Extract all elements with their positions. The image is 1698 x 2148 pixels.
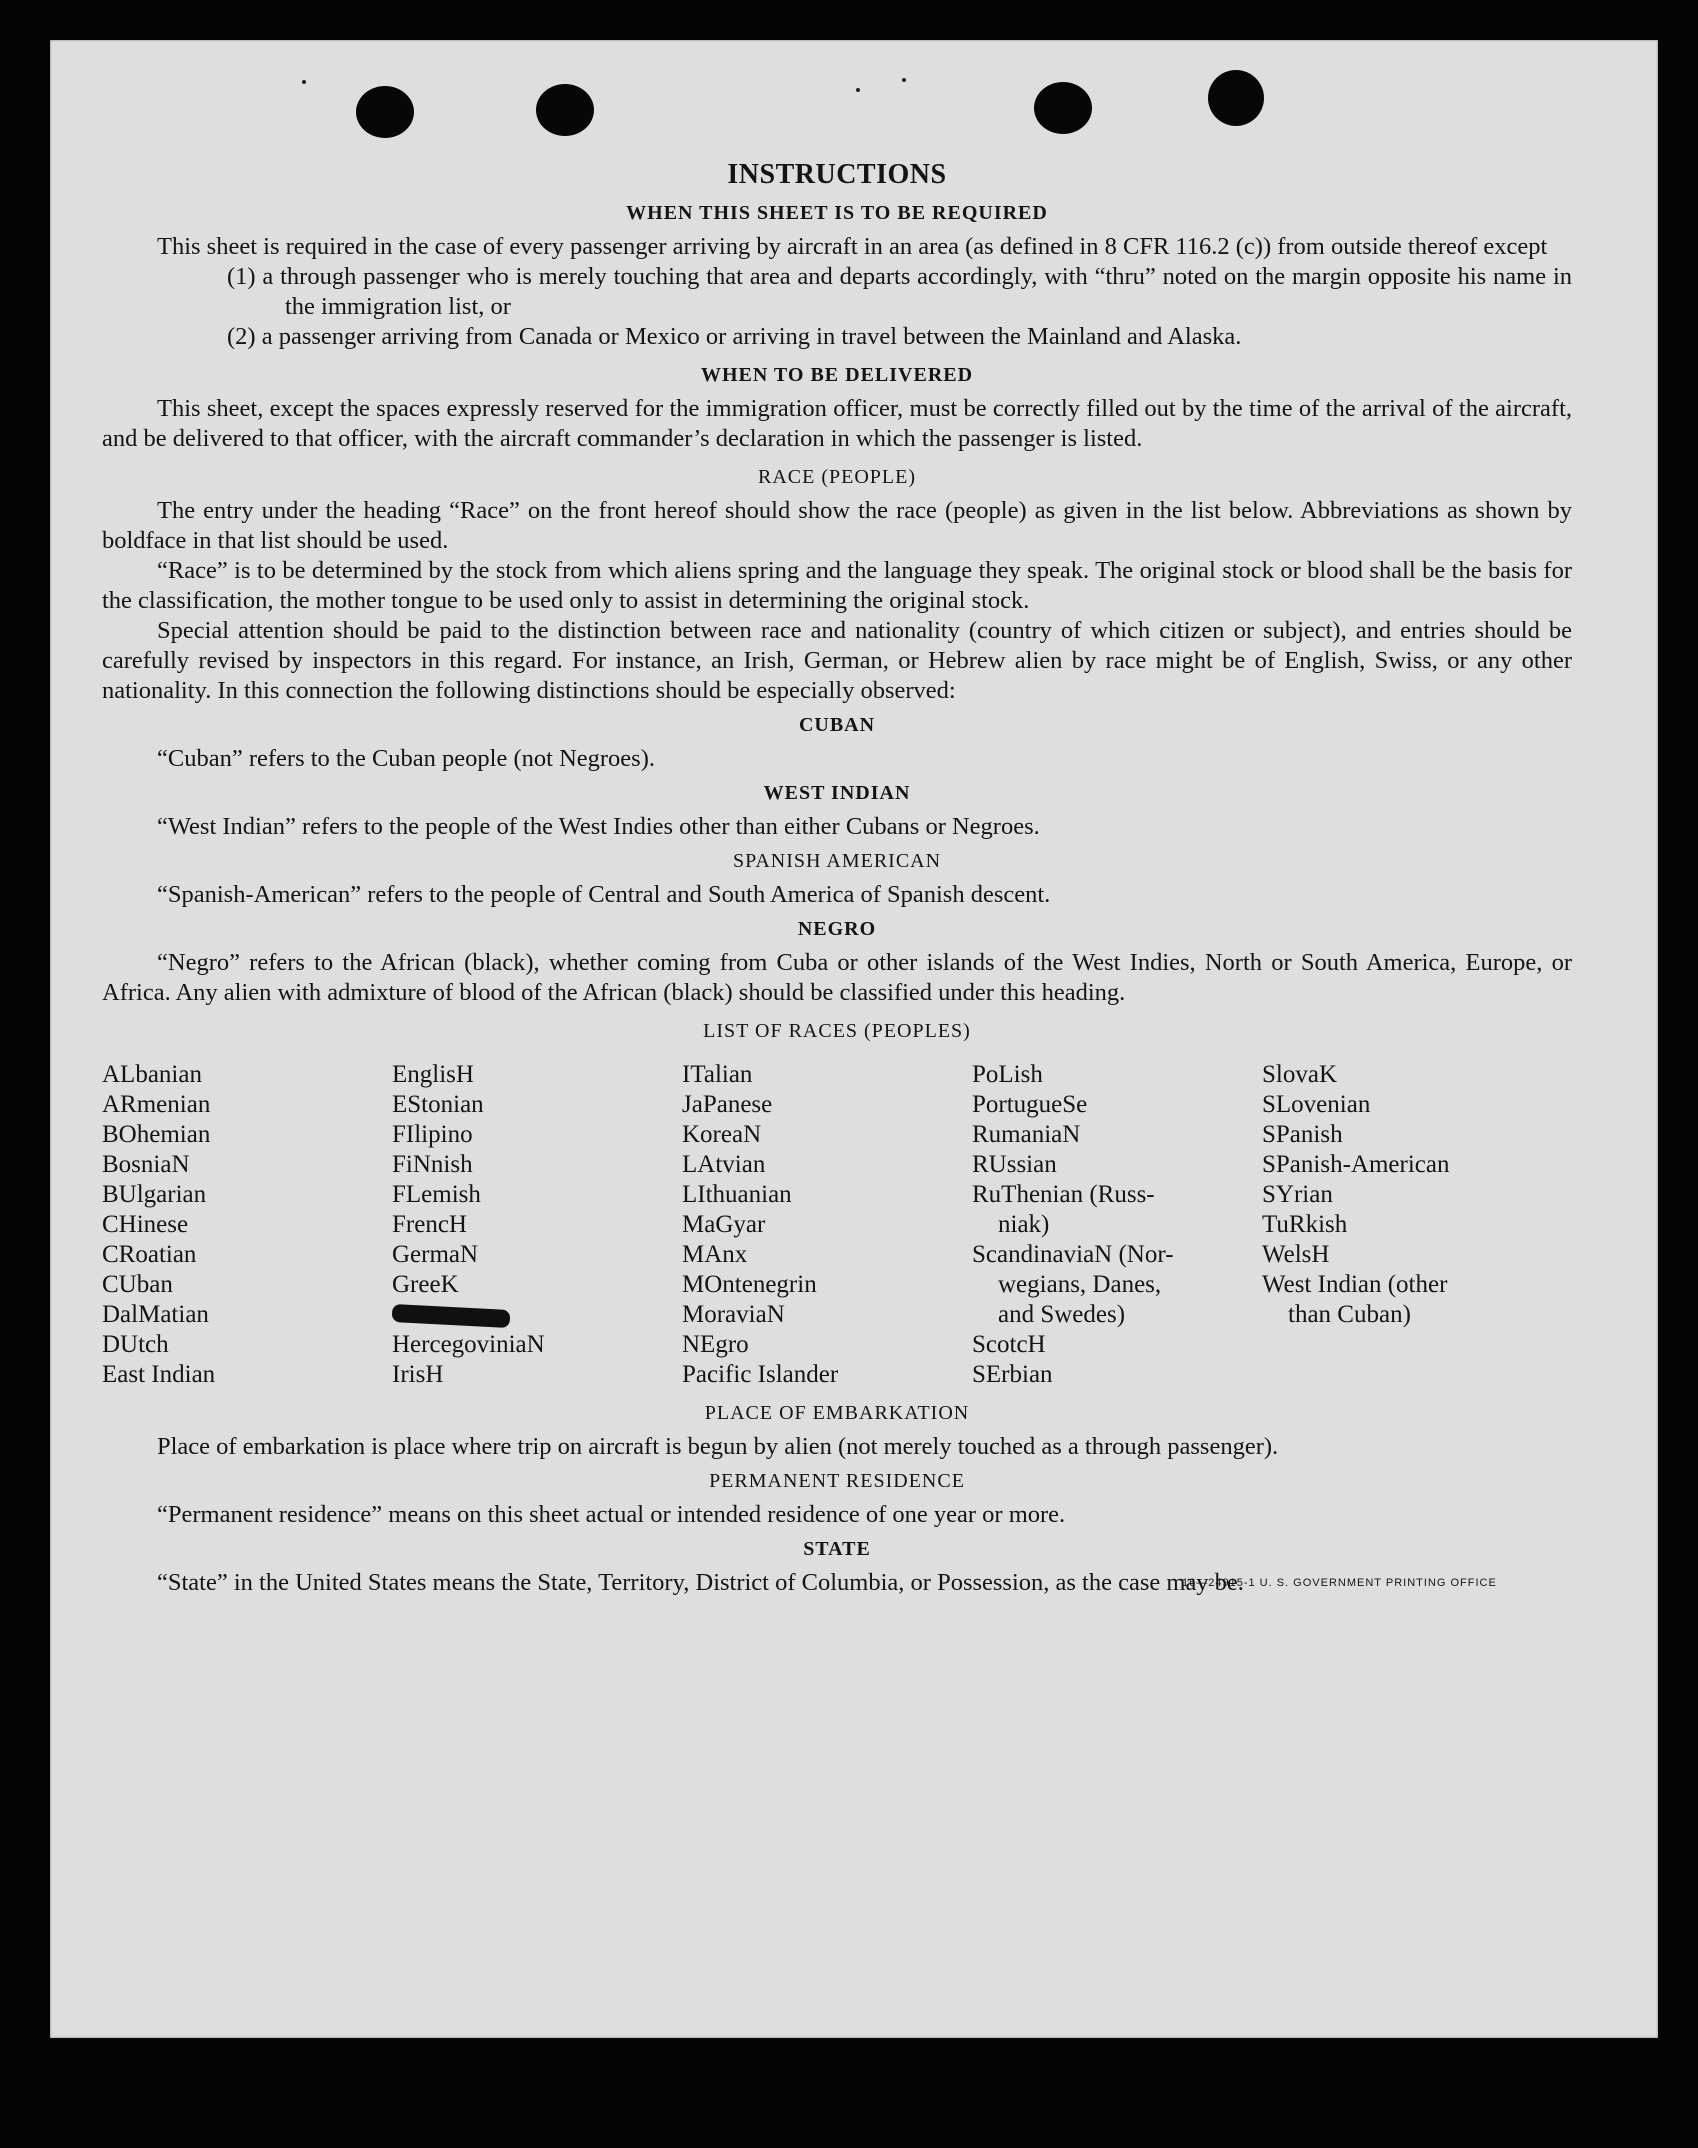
section-heading: RACE (PEOPLE): [758, 466, 916, 488]
race-entry: RuThenian (Russ-: [972, 1181, 1155, 1208]
paragraph: This sheet, except the spaces expressly reserved for the immigration officer, must be correctly filled out by the time of the arrival of the aircraft, and be delivered to that officer, with the aircraft commander’s declaration in which the passenger is listed.: [102, 395, 1572, 452]
race-entry: NEgro: [682, 1331, 749, 1358]
race-entry: BUlgarian: [102, 1181, 207, 1208]
list-item: (1) a through passenger who is merely touching that area and departs accordingly, with “thru” noted on the margin opposite his name in the immigration list, or: [227, 263, 1572, 320]
race-entry: CUban: [102, 1271, 173, 1298]
section-heading: NEGRO: [797, 918, 877, 940]
race-entry: SYrian: [1262, 1181, 1333, 1208]
race-entry: ITalian: [682, 1061, 753, 1088]
race-entry: MAnx: [682, 1241, 748, 1268]
race-entry: GermaN: [392, 1241, 479, 1268]
section-heading: SPANISH AMERICAN: [732, 850, 942, 872]
race-entry: RUssian: [972, 1151, 1057, 1178]
race-entry: LAtvian: [682, 1151, 766, 1178]
race-entry: JaPanese: [682, 1091, 773, 1118]
speck: [902, 78, 906, 82]
race-column-2: [392, 1060, 682, 1390]
instructions-content: [102, 160, 1572, 1598]
race-entry: CRoatian: [102, 1241, 197, 1268]
paragraph: This sheet is required in the case of every passenger arriving by aircraft in an area (as defined in 8 CFR 116.2 (c)) from outside thereof except: [157, 233, 1548, 260]
section-heading: PERMANENT RESIDENCE: [709, 1470, 965, 1492]
section-heading: PLACE OF EMBARKATION: [704, 1402, 970, 1424]
race-entry: ALbanian: [102, 1061, 202, 1088]
paragraph: “Spanish-American” refers to the people of Central and South America of Spanish descent.: [157, 881, 1051, 908]
race-entry: SPanish-American: [1262, 1151, 1450, 1178]
race-entry: DUtch: [102, 1331, 169, 1358]
paragraph: The entry under the heading “Race” on the front hereof should show the race (people) as given in the list below. Abbreviations as shown by boldface in that list should be used.: [102, 497, 1572, 554]
race-entry: West Indian (other: [1262, 1271, 1448, 1298]
race-entry-continued: niak): [998, 1211, 1050, 1238]
race-entry: WelsH: [1262, 1241, 1330, 1268]
race-entry: East Indian: [102, 1361, 216, 1388]
race-entry: MoraviaN: [682, 1301, 785, 1328]
race-entry: IrisH: [392, 1361, 444, 1388]
punch-hole: [356, 86, 414, 138]
section-heading: WHEN TO BE DELIVERED: [700, 364, 974, 386]
race-entry: TuRkish: [1262, 1211, 1348, 1238]
section-heading: STATE: [803, 1538, 871, 1560]
race-entry: FiNnish: [392, 1151, 473, 1178]
redacted-entry: [392, 1300, 682, 1330]
race-entry: DalMatian: [102, 1301, 209, 1328]
race-entry: SPanish: [1262, 1121, 1343, 1148]
race-entry: MaGyar: [682, 1211, 766, 1238]
race-entry: FLemish: [392, 1181, 481, 1208]
punch-hole: [1034, 82, 1092, 134]
race-entry: ARmenian: [102, 1091, 211, 1118]
paragraph: “West Indian” refers to the people of the West Indies other than either Cubans or Negroes.: [157, 813, 1040, 840]
race-list: [102, 1060, 1572, 1390]
race-entry: LIthuanian: [682, 1181, 792, 1208]
section-heading: CUBAN: [798, 714, 876, 736]
section-heading: WHEN THIS SHEET IS TO BE REQUIRED: [626, 202, 1048, 224]
punch-hole: [1208, 70, 1264, 126]
race-entry: EStonian: [392, 1091, 484, 1118]
speck: [856, 88, 860, 92]
race-entry: RumaniaN: [972, 1121, 1081, 1148]
race-entry: EnglisH: [392, 1061, 474, 1088]
race-entry: PoLish: [972, 1061, 1043, 1088]
race-entry: FIlipino: [392, 1121, 473, 1148]
race-entry: SLovenian: [1262, 1091, 1371, 1118]
section-heading: WEST INDIAN: [763, 782, 911, 804]
race-entry: BOhemian: [102, 1121, 211, 1148]
race-entry: HercegoviniaN: [392, 1331, 545, 1358]
race-column-5: [1262, 1060, 1552, 1390]
race-entry: ScandinaviaN (Nor-: [972, 1241, 1174, 1268]
race-entry: SlovaK: [1262, 1061, 1337, 1088]
race-entry: KoreaN: [682, 1121, 762, 1148]
section-heading: LIST OF RACES (PEOPLES): [703, 1020, 971, 1042]
race-column-1: [102, 1060, 392, 1390]
race-entry: ScotcH: [972, 1331, 1046, 1358]
race-entry: FrencH: [392, 1211, 467, 1238]
redaction-mark: [392, 1304, 511, 1328]
list-item: (2) a passenger arriving from Canada or Mexico or arriving in travel between the Mainland and Alaska.: [227, 323, 1242, 350]
page-title: INSTRUCTIONS: [727, 159, 947, 190]
paragraph: Place of embarkation is place where trip on aircraft is begun by alien (not merely touched as a through passenger).: [157, 1433, 1279, 1460]
punch-hole: [536, 84, 594, 136]
race-column-3: [682, 1060, 972, 1390]
paragraph: “Negro” refers to the African (black), whether coming from Cuba or other islands of the West Indies, North or South America, Europe, or Africa. Any alien with admixture of blood of the African (black) should be classified under this heading.: [102, 949, 1572, 1006]
race-entry-continued: and Swedes): [998, 1301, 1126, 1328]
race-entry: MOntenegrin: [682, 1271, 817, 1298]
race-entry-continued: than Cuban): [1288, 1301, 1411, 1328]
paragraph: “Cuban” refers to the Cuban people (not Negroes).: [157, 745, 655, 772]
race-entry: PortugueSe: [972, 1091, 1088, 1118]
race-entry: BosniaN: [102, 1151, 190, 1178]
paragraph: Special attention should be paid to the distinction between race and nationality (country of which citizen or subject), and entries should be carefully revised by inspectors in this regard. For instance, an Irish, German, or Hebrew alien by race might be of English, Swiss, or any other nationality. In this connection the following distinctions should be especially observed:: [102, 617, 1572, 704]
race-entry: Pacific Islander: [682, 1361, 839, 1388]
race-entry-continued: wegians, Danes,: [998, 1271, 1162, 1298]
race-column-4: [972, 1060, 1262, 1390]
paragraph: “State” in the United States means the State, Territory, District of Columbia, or Possession, as the case may be.: [157, 1569, 1244, 1596]
race-entry: CHinese: [102, 1211, 189, 1238]
speck: [302, 80, 306, 84]
paragraph: “Permanent residence” means on this sheet actual or intended residence of one year or more.: [157, 1501, 1066, 1528]
paragraph: “Race” is to be determined by the stock from which aliens spring and the language they speak. The original stock or blood shall be the basis for the classification, the mother tongue to be used only to assist in determining the original stock.: [102, 557, 1572, 614]
document-sheet: [50, 40, 1658, 2038]
race-entry: SErbian: [972, 1361, 1053, 1388]
race-entry: GreeK: [392, 1271, 459, 1298]
printer-code: 16—24915-1 U. S. GOVERNMENT PRINTING OFFICE: [1182, 1577, 1497, 1589]
